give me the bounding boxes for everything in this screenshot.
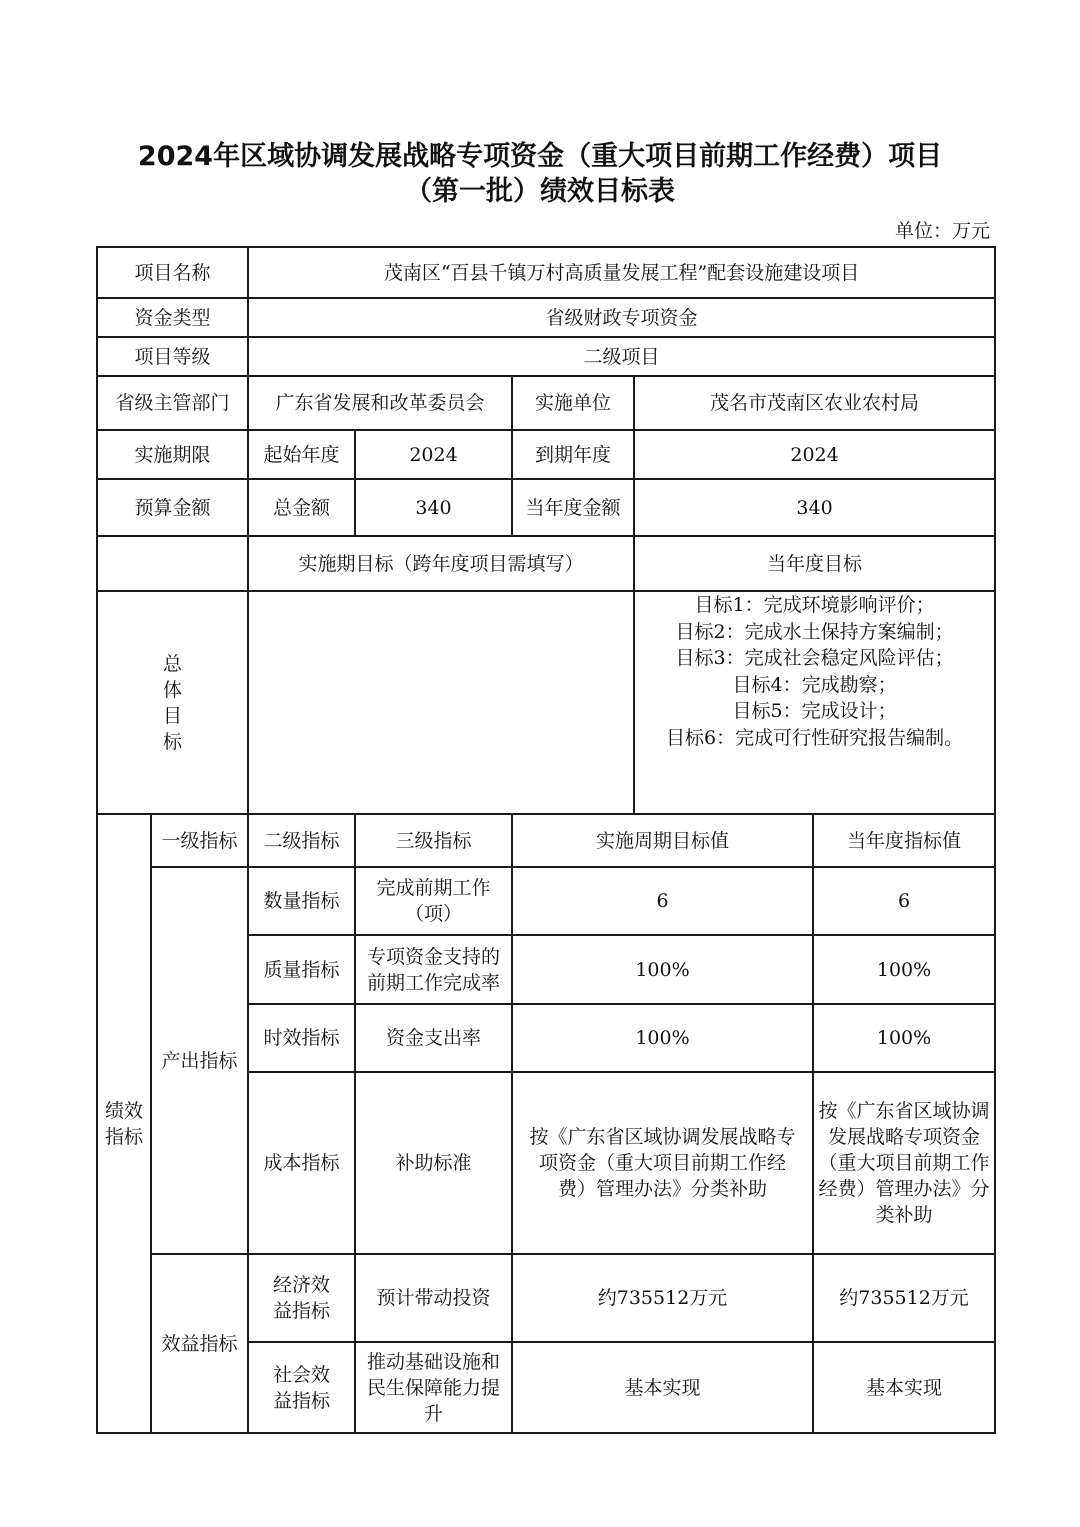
year-goal-item: 目标4：完成勘察； [732,673,897,696]
year-goal-item: 目标5：完成设计； [732,700,897,722]
year-goal-item: 目标6：完成可行性研究报告编制。 [665,726,964,749]
row-period [97,430,995,479]
impl-unit-value: 茂名市茂南区农业农村局 [634,376,995,430]
level2-cell: 社会效益指标 [248,1342,355,1433]
year-value-cell: 按《广东省区域协调发展战略专项资金（重大项目前期工作经费）管理办法》分类补助 [813,1072,995,1254]
fund-type-label: 资金类型 [97,298,248,337]
year-value-cell: 100% [813,1004,995,1072]
header-level2: 二级指标 [248,814,355,867]
year-value-cell: 100% [813,935,995,1004]
dept-label: 省级主管部门 [97,376,248,430]
total-amount-value: 340 [355,479,512,536]
year-goal-header: 当年度目标 [634,536,995,591]
end-year-label: 到期年度 [512,430,634,479]
period-value-cell: 100% [512,1004,813,1072]
current-amount-label: 当年度金额 [512,479,634,536]
year-goal-item: 目标2：完成水土保持方案编制； [675,620,954,643]
period-value-cell: 100% [512,935,813,1004]
row-project-name [97,247,995,298]
level2-cell: 成本指标 [248,1072,355,1254]
period-value-cell: 基本实现 [512,1342,813,1433]
page-title-line1: 2024年区域协调发展战略专项资金（重大项目前期工作经费）项目 [137,141,943,172]
performance-indicator-label: 绩效 指标 [97,814,151,1433]
row-project-level [97,337,995,376]
row-indicator-headers [97,814,995,867]
end-year-value: 2024 [634,430,995,479]
page-title-line2: （第一批）绩效目标表 [405,176,675,207]
level3-cell: 推动基础设施和民生保障能力提升 [355,1342,512,1433]
period-value-cell: 6 [512,867,813,935]
row-goal-headers [97,536,995,591]
header-level1: 一级指标 [151,814,248,867]
fund-type-value: 省级财政专项资金 [248,298,995,337]
start-year-value: 2024 [355,430,512,479]
level3-cell: 资金支出率 [355,1004,512,1072]
row-overall-goals [97,591,995,814]
period-value-cell: 按《广东省区域协调发展战略专项资金（重大项目前期工作经费）管理办法》分类补助 [512,1072,813,1254]
start-year-label: 起始年度 [248,430,355,479]
level2-cell: 时效指标 [248,1004,355,1072]
benefit-indicator-label: 效益指标 [151,1254,248,1433]
project-level-value: 二级项目 [248,337,995,376]
total-amount-label: 总金额 [248,479,355,536]
current-amount-value: 340 [634,479,995,536]
header-level3: 三级指标 [355,814,512,867]
row-fund-type [97,298,995,337]
output-indicator-label: 产出指标 [151,867,248,1254]
budget-label: 预算金额 [97,479,248,536]
project-name-value: 茂南区“百县千镇万村高质量发展工程”配套设施建设项目 [248,247,995,298]
header-period-value: 实施周期目标值 [512,814,813,867]
level2-cell: 经济效益指标 [248,1254,355,1342]
period-goal-text [248,591,634,814]
dept-value: 广东省发展和改革委员会 [248,376,512,430]
project-name-label: 项目名称 [97,247,248,298]
project-level-label: 项目等级 [97,337,248,376]
level3-cell: 专项资金支持的前期工作完成率 [355,935,512,1004]
table-row [97,1254,995,1342]
year-goal-item: 目标3：完成社会稳定风险评估； [675,647,954,669]
header-year-value: 当年度指标值 [813,814,995,867]
table-row [97,867,995,935]
unit-label: 单位：万元 [894,220,990,242]
year-value-cell: 约735512万元 [813,1254,995,1342]
impl-unit-label: 实施单位 [512,376,634,430]
period-label: 实施期限 [97,430,248,479]
year-goal-item: 目标1：完成环境影响评价； [694,594,935,616]
year-value-cell: 6 [813,867,995,935]
row-budget [97,479,995,536]
year-value-cell: 基本实现 [813,1342,995,1433]
level2-cell: 数量指标 [248,867,355,935]
period-value-cell: 约735512万元 [512,1254,813,1342]
period-goal-header: 实施期目标（跨年度项目需填写） [248,536,634,591]
row-department [97,376,995,430]
year-goal-list [634,591,995,814]
overall-goal-label: 总 体 目 标 [97,591,248,814]
level3-cell: 补助标准 [355,1072,512,1254]
level2-cell: 质量指标 [248,935,355,1004]
level3-cell: 预计带动投资 [355,1254,512,1342]
performance-table [96,246,996,1434]
level3-cell: 完成前期工作（项） [355,867,512,935]
goal-header-blank [97,536,248,591]
